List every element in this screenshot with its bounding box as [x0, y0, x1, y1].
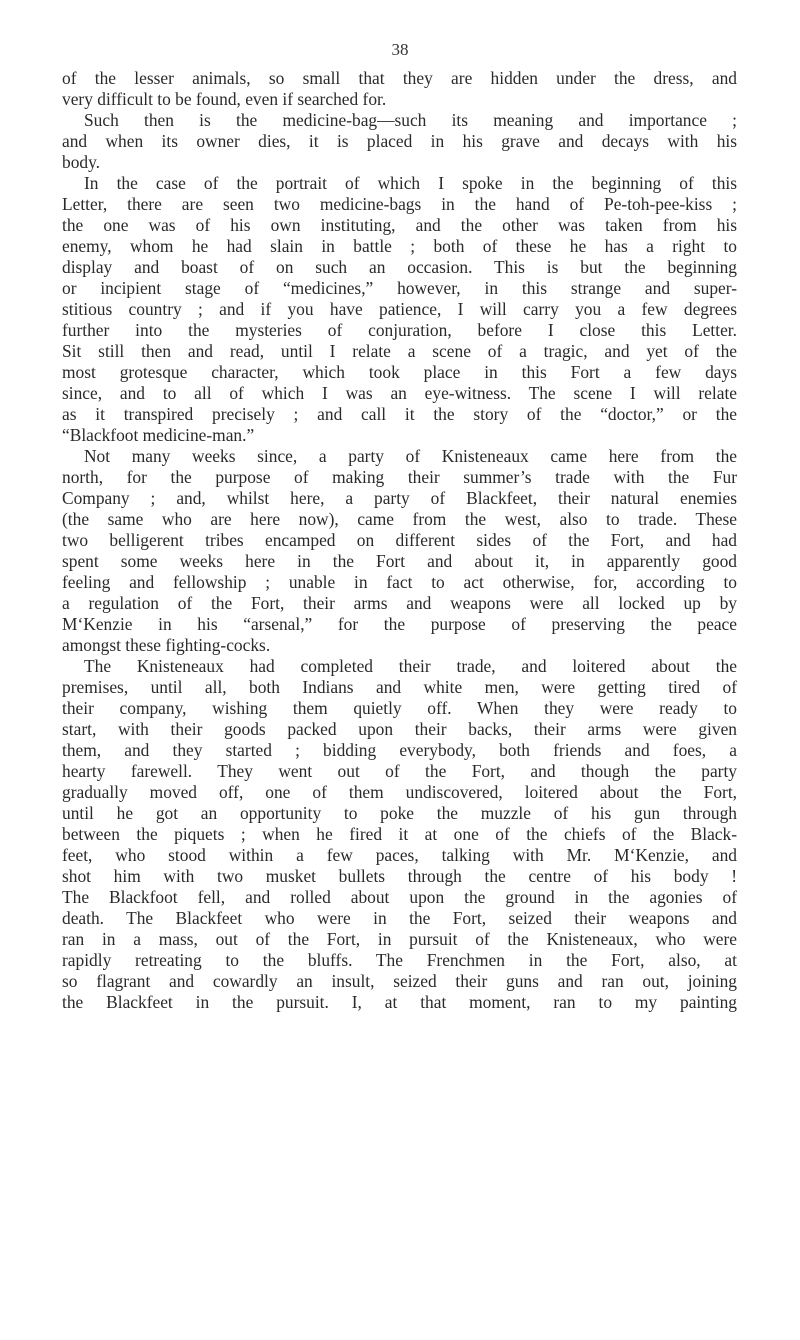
body-text	[62, 68, 737, 1013]
text-line: or incipient stage of “medicines,” however, in this strange and super-	[62, 278, 737, 298]
text-line: and when its owner dies, it is placed in his grave and decays with his	[62, 131, 737, 151]
text-line: body.	[62, 152, 100, 172]
text-line: very difficult to be found, even if searched for.	[62, 89, 387, 109]
text-line: death. The Blackfeet who were in the Fort, seized their weapons and	[62, 908, 737, 928]
text-line: Letter, there are seen two medicine-bags in the hand of Pe-toh-pee-kiss ;	[62, 194, 737, 214]
text-line: spent some weeks here in the Fort and about it, in apparently good	[62, 551, 737, 571]
text-line: enemy, whom he had slain in battle ; both of these he has a right to	[62, 236, 737, 256]
text-line: as it transpired precisely ; and call it the story of the “doctor,” or the	[62, 404, 737, 424]
text-line: (the same who are here now), came from the west, also to trade. These	[62, 509, 737, 529]
text-line: amongst these fighting-cocks.	[62, 635, 271, 655]
text-line: display and boast of on such an occasion. This is but the beginning	[62, 257, 737, 277]
text-line: “Blackfoot medicine-man.”	[62, 425, 255, 445]
text-line: The Knisteneaux had completed their trade, and loitered about the	[84, 656, 737, 676]
text-line: gradually moved off, one of them undiscovered, loitered about the Fort,	[62, 782, 737, 802]
text-line: so flagrant and cowardly an insult, seized their guns and ran out, joining	[62, 971, 737, 991]
text-line: Company ; and, whilst here, a party of Blackfeet, their natural enemies	[62, 488, 737, 508]
text-line: the one was of his own instituting, and the other was taken from his	[62, 215, 737, 235]
text-line: between the piquets ; when he fired it at one of the chiefs of the Black-	[62, 824, 737, 844]
text-line: their company, wishing them quietly off. When they were ready to	[62, 698, 737, 718]
text-line: two belligerent tribes encamped on different sides of the Fort, and had	[62, 530, 737, 550]
text-line: ran in a mass, out of the Fort, in pursuit of the Knisteneaux, who were	[62, 929, 737, 949]
text-line: until he got an opportunity to poke the muzzle of his gun through	[62, 803, 737, 823]
text-line: most grotesque character, which took place in this Fort a few days	[62, 362, 737, 382]
text-line: Sit still then and read, until I relate a scene of a tragic, and yet of the	[62, 341, 737, 361]
text-line: M‘Kenzie in his “arsenal,” for the purpose of preserving the peace	[62, 614, 737, 634]
text-line: In the case of the portrait of which I spoke in the beginning of this	[84, 173, 737, 193]
text-line: Not many weeks since, a party of Knisteneaux came here from the	[84, 446, 737, 466]
text-line: The Blackfoot fell, and rolled about upon the ground in the agonies of	[62, 887, 737, 907]
text-line: north, for the purpose of making their summer’s trade with the Fur	[62, 467, 737, 487]
text-line: since, and to all of which I was an eye-witness. The scene I will relate	[62, 383, 737, 403]
text-line: feeling and fellowship ; unable in fact to act otherwise, for, according to	[62, 572, 737, 592]
text-line: them, and they started ; bidding everybody, both friends and foes, a	[62, 740, 737, 760]
text-line: further into the mysteries of conjuration, before I close this Letter.	[62, 320, 737, 340]
text-line: premises, until all, both Indians and white men, were getting tired of	[62, 677, 737, 697]
text-line: Such then is the medicine-bag—such its meaning and importance ;	[84, 110, 737, 130]
text-line: feet, who stood within a few paces, talking with Mr. M‘Kenzie, and	[62, 845, 737, 865]
text-line: start, with their goods packed upon their backs, their arms were given	[62, 719, 737, 739]
text-line: hearty farewell. They went out of the Fort, and though the party	[62, 761, 737, 781]
text-line: of the lesser animals, so small that they are hidden under the dress, and	[62, 68, 737, 88]
text-line: a regulation of the Fort, their arms and weapons were all locked up by	[62, 593, 737, 613]
text-line: the Blackfeet in the pursuit. I, at that moment, ran to my painting	[62, 992, 737, 1012]
text-line: rapidly retreating to the bluffs. The Frenchmen in the Fort, also, at	[62, 950, 737, 970]
text-line: stitious country ; and if you have patience, I will carry you a few degrees	[62, 299, 737, 319]
text-line: shot him with two musket bullets through the centre of his body !	[62, 866, 737, 886]
page-number: 38	[391, 40, 409, 59]
